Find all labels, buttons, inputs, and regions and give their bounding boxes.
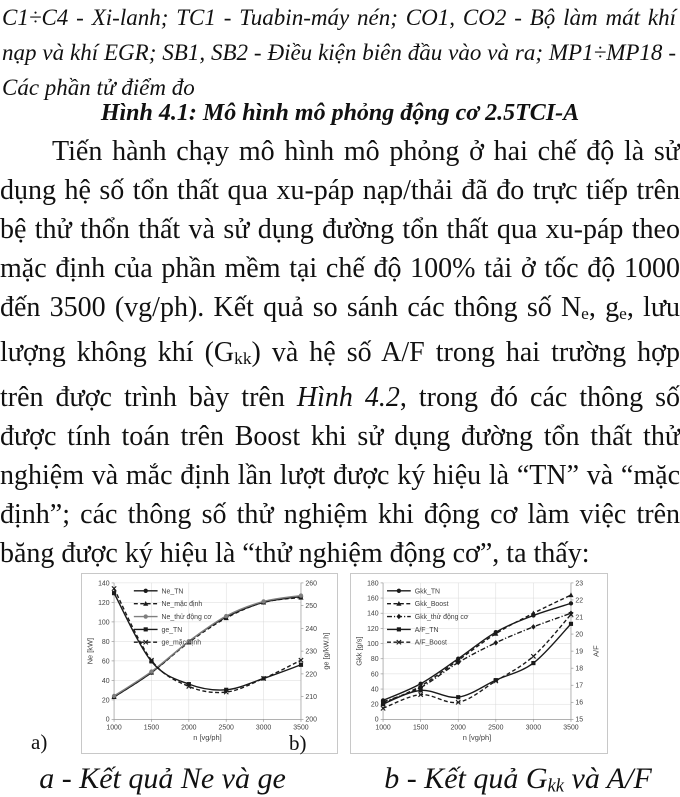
svg-text:ge_TN: ge_TN bbox=[161, 626, 183, 634]
svg-text:2000: 2000 bbox=[450, 724, 466, 732]
svg-text:2500: 2500 bbox=[218, 724, 234, 732]
chart-a-ne-ge bbox=[82, 574, 337, 753]
text-segment: b - Kết quả G bbox=[384, 762, 548, 795]
text-segment: e bbox=[581, 304, 589, 324]
svg-text:A/F: A/F bbox=[591, 645, 601, 657]
chart-a-container bbox=[81, 573, 338, 754]
svg-text:80: 80 bbox=[101, 638, 110, 646]
svg-text:Ne_TN: Ne_TN bbox=[161, 588, 184, 596]
svg-text:Gkk_TN: Gkk_TN bbox=[414, 588, 441, 596]
svg-text:1000: 1000 bbox=[106, 724, 122, 732]
svg-text:Gkk_thử động cơ: Gkk_thử động cơ bbox=[414, 613, 469, 621]
svg-text:180: 180 bbox=[367, 580, 379, 588]
svg-text:60: 60 bbox=[370, 671, 379, 679]
caption-a bbox=[30, 762, 295, 796]
svg-text:3000: 3000 bbox=[255, 724, 272, 732]
text-segment: kk bbox=[234, 349, 252, 369]
svg-text:210: 210 bbox=[305, 694, 317, 702]
svg-text:250: 250 bbox=[305, 603, 317, 611]
text-segment: , lưu lượng không khí (G bbox=[0, 292, 680, 369]
svg-text:18: 18 bbox=[575, 665, 584, 673]
figure-4-1-caption: Hình 4.1: Mô hình mô phỏng động cơ 2.5TCI-A bbox=[100, 100, 580, 126]
svg-text:120: 120 bbox=[367, 625, 379, 633]
svg-text:Ne_thử động cơ: Ne_thử động cơ bbox=[161, 613, 212, 621]
svg-text:A/F_Boost: A/F_Boost bbox=[414, 639, 447, 647]
svg-text:Gkk [g/s]: Gkk [g/s] bbox=[354, 636, 364, 666]
svg-text:1500: 1500 bbox=[412, 724, 429, 732]
svg-text:Ne_mặc định: Ne_mặc định bbox=[161, 601, 203, 609]
svg-text:40: 40 bbox=[101, 677, 110, 685]
svg-text:220: 220 bbox=[305, 671, 317, 679]
text-segment: , g bbox=[588, 292, 620, 323]
text-segment: Hình 4.2 bbox=[296, 382, 400, 414]
svg-text:Ne [kW]: Ne [kW] bbox=[85, 637, 95, 665]
body-paragraph bbox=[0, 132, 680, 573]
text-segment: và A/F bbox=[564, 762, 652, 795]
svg-text:100: 100 bbox=[367, 640, 379, 648]
caption-b bbox=[382, 762, 654, 797]
subfigure-label-b: b) bbox=[289, 731, 307, 755]
svg-text:160: 160 bbox=[367, 595, 379, 603]
svg-text:3500: 3500 bbox=[563, 724, 579, 732]
svg-text:20: 20 bbox=[370, 701, 379, 709]
svg-text:17: 17 bbox=[575, 682, 584, 690]
text-segment: e bbox=[619, 304, 627, 324]
svg-text:40: 40 bbox=[370, 686, 379, 694]
text-segment: a - Kết quả Ne và ge bbox=[39, 762, 286, 795]
svg-text:3000: 3000 bbox=[525, 724, 542, 732]
svg-text:20: 20 bbox=[101, 697, 110, 705]
text-segment: ) và hệ số A/F trong hai trường hợp trên được trình bày trên bbox=[0, 337, 680, 414]
svg-text:2000: 2000 bbox=[181, 724, 197, 732]
svg-text:ge [g/kW.h]: ge [g/kW.h] bbox=[321, 632, 331, 670]
svg-text:230: 230 bbox=[305, 648, 317, 656]
chart-b-container bbox=[350, 573, 608, 754]
svg-text:100: 100 bbox=[98, 619, 110, 627]
svg-text:140: 140 bbox=[98, 580, 110, 588]
svg-text:3500: 3500 bbox=[293, 724, 309, 732]
svg-text:200: 200 bbox=[305, 716, 317, 724]
svg-text:Gkk_Boost: Gkk_Boost bbox=[414, 601, 449, 609]
svg-text:240: 240 bbox=[305, 625, 317, 633]
subfigure-label-a: a) bbox=[31, 730, 48, 754]
svg-text:19: 19 bbox=[575, 648, 584, 656]
text-segment: kk bbox=[547, 775, 565, 797]
svg-text:23: 23 bbox=[575, 580, 584, 588]
svg-text:20: 20 bbox=[575, 631, 584, 639]
svg-text:A/F_TN: A/F_TN bbox=[414, 626, 439, 634]
text-segment: , trong đó các thông số được tính toán trên Boost khi sử dụng đường tổn thất thử nghiệm và mắc định lần lượt được ký hiệu là “TN” và “mặc định”; các thông số thử nghiệm khi động cơ làm việc trên băng được ký hiệu là “thử nghiệm động cơ”, ta thấy: bbox=[0, 382, 680, 570]
svg-text:15: 15 bbox=[575, 716, 584, 724]
svg-text:21: 21 bbox=[575, 614, 584, 622]
svg-text:ge_mặc định: ge_mặc định bbox=[161, 639, 202, 647]
svg-text:n [vg/ph]: n [vg/ph] bbox=[193, 733, 222, 743]
svg-text:1000: 1000 bbox=[375, 724, 391, 732]
svg-text:16: 16 bbox=[575, 699, 584, 707]
svg-text:260: 260 bbox=[305, 580, 317, 588]
svg-text:80: 80 bbox=[370, 656, 379, 664]
svg-text:2500: 2500 bbox=[488, 724, 504, 732]
svg-text:0: 0 bbox=[374, 716, 379, 724]
svg-text:0: 0 bbox=[105, 716, 110, 724]
svg-text:120: 120 bbox=[98, 599, 110, 607]
svg-text:22: 22 bbox=[575, 597, 584, 605]
svg-text:1500: 1500 bbox=[143, 724, 160, 732]
figure-4-1-legend-note: C1÷C4 - Xi-lanh; TC1 - Tuabin-máy nén; CO1, CO2 - Bộ làm mát khí nạp và khí EGR; SB1, SB2 - Điều kiện biên đầu vào và ra; MP1÷MP18 - Các phần tử điểm đo bbox=[2, 5, 676, 100]
figure-4-2 bbox=[0, 570, 680, 795]
svg-text:140: 140 bbox=[367, 610, 379, 618]
chart-b-gkk-af bbox=[351, 574, 607, 753]
svg-text:n [vg/ph]: n [vg/ph] bbox=[462, 733, 492, 743]
text-segment: Tiến hành chạy mô hình mô phỏng ở hai chế độ là sử dụng hệ số tổn thất qua xu-páp nạp/thải đã đo trực tiếp trên bệ thử thổn thất và sử dụng đường tổn thất qua xu-páp theo mặc định của phần mềm tại chế độ 100% tải ở tốc độ 1000 đến 3500 (vg/ph). Kết quả so sánh các thông số N bbox=[0, 136, 680, 323]
svg-text:60: 60 bbox=[101, 658, 110, 666]
